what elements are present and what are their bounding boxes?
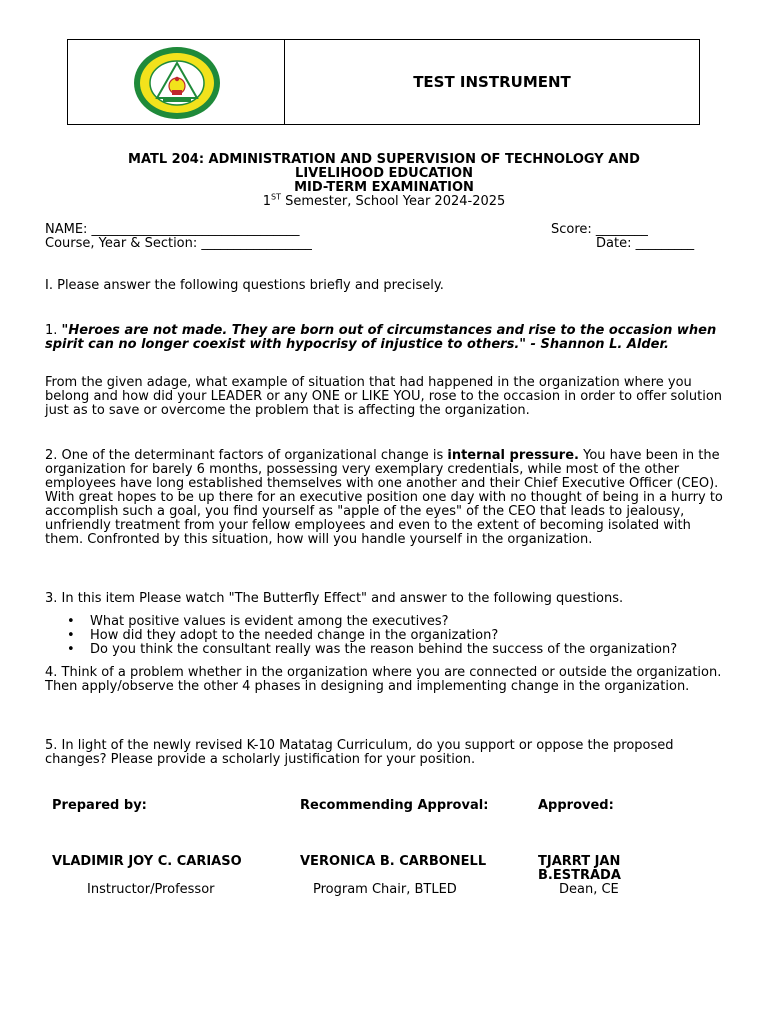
semester-text: Semester, School Year 2024-2025 bbox=[280, 194, 506, 209]
list-item: • Do you think the consultant really was the reason behind the success of the organization? bbox=[45, 643, 725, 657]
prepared-by-role: Instructor/Professor bbox=[87, 882, 215, 897]
approved-label: Approved: bbox=[538, 798, 614, 813]
question-2-start: 2. One of the determinant factors of organizational change is bbox=[45, 448, 448, 463]
school-seal-icon bbox=[133, 46, 221, 120]
header-table bbox=[67, 39, 700, 125]
exam-title: MID-TERM EXAMINATION bbox=[294, 180, 474, 195]
course-title-line1: MATL 204: ADMINISTRATION AND SUPERVISION OF TECHNOLOGY AND bbox=[128, 152, 640, 167]
logo-cell bbox=[68, 40, 285, 124]
semester-line bbox=[0, 192, 768, 209]
score-field[interactable]: Score: ________ bbox=[551, 222, 648, 237]
question-2-emphasis: internal pressure. bbox=[447, 448, 579, 463]
course-title-line2: LIVELIHOOD EDUCATION bbox=[295, 166, 473, 181]
document-title: TEST INSTRUMENT bbox=[413, 73, 571, 91]
approved-name-line1: TJARRT JAN bbox=[538, 854, 621, 869]
list-item: • What positive values is evident among the executives? bbox=[45, 615, 725, 629]
approved-name-line2: B.ESTRADA bbox=[538, 868, 621, 883]
question-1-quote bbox=[45, 324, 725, 352]
question-3: 3. In this item Please watch "The Butterfly Effect" and answer to the following questions. bbox=[45, 591, 624, 606]
question-2-rest: You have been in the organization for barely 6 months, possessing very exemplary credentials, while most of the other employees have long established themselves with one another and their Chief Executive Officer (CEO). With great hopes to be up there for an executive position one day with no thought of being in a hurry to accomplish such a goal, you find yourself as "apple of the eyes" of the CEO that leads to jealousy, unfriendly treatment from your fellow employees and even to the extent of becoming isolated with them. Confronted by this situation, how will you handle yourself in the organization. bbox=[45, 448, 723, 547]
recommending-name: VERONICA B. CARBONELL bbox=[300, 854, 487, 869]
question-2 bbox=[45, 449, 725, 547]
recommending-approval-label: Recommending Approval: bbox=[300, 798, 489, 813]
course-section-field[interactable]: Course, Year & Section: _________________ bbox=[45, 236, 312, 251]
prepared-by-name: VLADIMIR JOY C. CARIASO bbox=[52, 854, 242, 869]
question-1-body: From the given adage, what example of situation that had happened in the organization where you belong and how did your LEADER or any ONE or LIKE YOU, rose to the occasion in order to offer solution just as to save or overcome the problem that is affecting the organization. bbox=[45, 375, 723, 418]
recommending-role: Program Chair, BTLED bbox=[313, 882, 457, 897]
date-field[interactable]: Date: _________ bbox=[596, 236, 695, 251]
semester-number: 1 bbox=[262, 194, 271, 209]
semester-superscript: ST bbox=[270, 192, 281, 202]
question-1-number: 1. bbox=[45, 323, 62, 338]
question-3-bullets bbox=[45, 615, 725, 657]
instructions: I. Please answer the following questions briefly and precisely. bbox=[45, 278, 444, 293]
prepared-by-label: Prepared by: bbox=[52, 798, 147, 813]
question-5: 5. In light of the newly revised K-10 Matatag Curriculum, do you support or oppose the proposed changes? Please provide a scholarly justification for your position. bbox=[45, 738, 674, 767]
approved-role: Dean, CE bbox=[559, 882, 619, 897]
question-4: 4. Think of a problem whether in the organization where you are connected or outside the organization. Then apply/observe the other 4 phases in designing and implementing change in the organization. bbox=[45, 665, 722, 694]
list-item: • How did they adopt to the needed change in the organization? bbox=[45, 629, 725, 643]
name-field[interactable]: NAME: ________________________________ bbox=[45, 222, 300, 237]
quote-text: "Heroes are not made. They are born out of circumstances and rise to the occasion when spirit can no longer coexist with hypocrisy of injustice to others." - Shannon L. Alder. bbox=[45, 323, 717, 352]
